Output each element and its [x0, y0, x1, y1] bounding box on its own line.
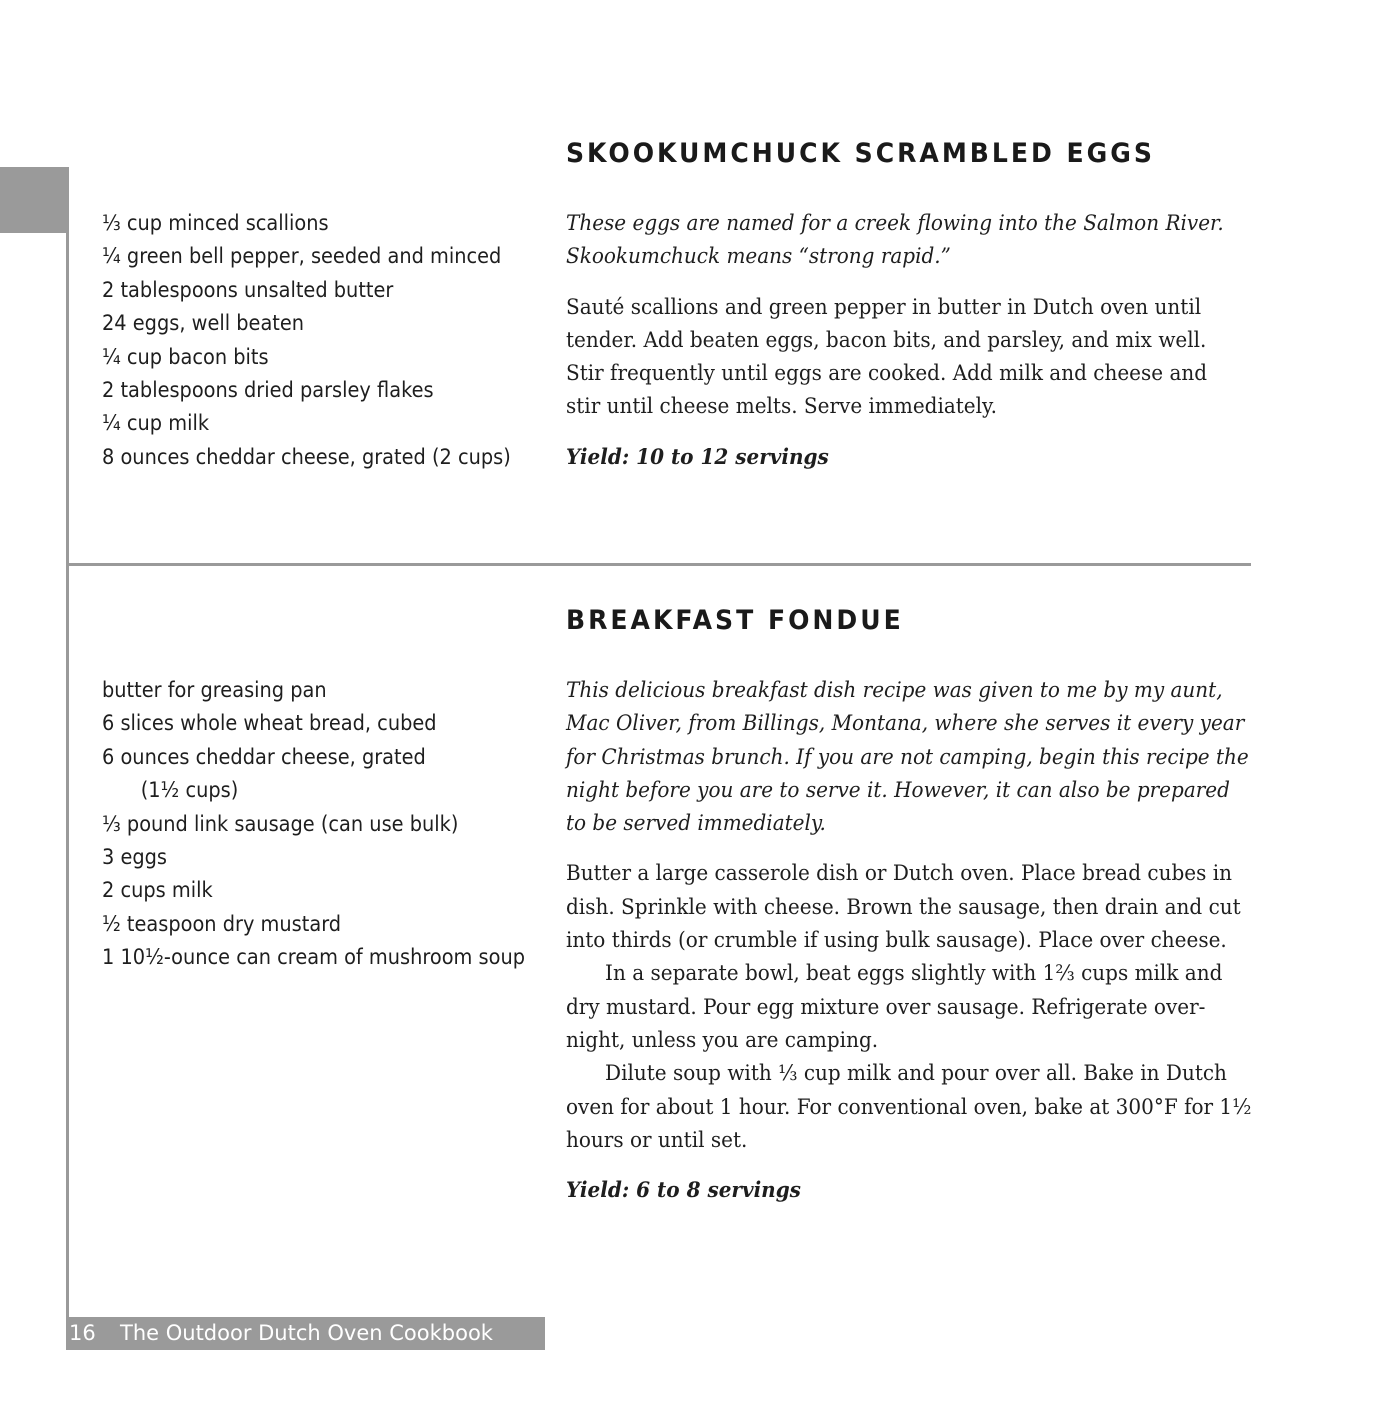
ingredient-item: 24 eggs, well beaten: [102, 311, 305, 337]
directions-line: Stir frequently until eggs are cooked. Add milk and cheese and: [566, 361, 1208, 387]
page-number: 16: [69, 1321, 96, 1345]
recipe-divider: [66, 563, 1251, 566]
ingredient-list: [102, 207, 511, 474]
ingredient-item: ¼ cup bacon bits: [102, 344, 269, 370]
directions-line: night, unless you are camping.: [566, 1027, 879, 1053]
recipe-title: SKOOKUMCHUCK SCRAMBLED EGGS: [566, 138, 1155, 169]
intro-line: These eggs are named for a creek flowing into the Salmon River.: [566, 211, 1224, 236]
intro-line: to be served immediately.: [566, 811, 826, 837]
recipe-body: [566, 207, 1224, 474]
recipe-directions: [566, 857, 1252, 1157]
directions-line: In a separate bowl, beat eggs slightly with 1⅔ cups milk and: [605, 961, 1223, 987]
ingredient-item: butter for greasing pan: [102, 678, 327, 703]
page-footer: [66, 1317, 545, 1350]
directions-line: hours or until set.: [566, 1127, 748, 1153]
ingredient-item: 6 ounces cheddar cheese, grated: [102, 744, 426, 770]
ingredient-item: 2 cups milk: [102, 878, 213, 904]
ingredient-item: 2 tablespoons dried parsley flakes: [102, 378, 434, 404]
ingredient-item: 6 slices whole wheat bread, cubed: [102, 711, 437, 737]
directions-line: Dilute soup with ⅓ cup milk and pour over all. Bake in Dutch: [605, 1061, 1227, 1087]
ingredient-item: ⅓ cup minced scallions: [102, 211, 329, 236]
ingredient-item: 2 tablespoons unsalted butter: [102, 277, 394, 303]
ingredient-item: 3 eggs: [102, 845, 168, 871]
directions-line: stir until cheese melts. Serve immediately.: [566, 394, 998, 420]
directions-line: dry mustard. Pour egg mixture over sausage. Refrigerate over-: [566, 994, 1206, 1020]
directions-line: tender. Add beaten eggs, bacon bits, and parsley, and mix well.: [566, 327, 1207, 353]
directions-line: into thirds (or crumble if using bulk sausage). Place over cheese.: [566, 928, 1227, 954]
book-title: The Outdoor Dutch Oven Cookbook: [120, 1321, 493, 1345]
intro-line: Mac Oliver, from Billings, Montana, where she serves it every year: [566, 711, 1245, 737]
ingredient-item: ¼ green bell pepper, seeded and minced: [102, 244, 502, 270]
intro-line: This delicious breakfast dish recipe was given to me by my aunt,: [566, 678, 1223, 703]
ingredient-item: ½ teaspoon dry mustard: [102, 911, 342, 937]
directions-line: Sauté scallions and green pepper in butter in Dutch oven until: [566, 294, 1202, 320]
recipe-intro: [566, 207, 1224, 274]
page-tab-marker: [0, 167, 69, 233]
ingredient-item: 1 10½-ounce can cream of mushroom soup: [102, 945, 526, 971]
ingredient-item: (1½ cups): [140, 778, 239, 804]
directions-line: dish. Sprinkle with cheese. Brown the sausage, then drain and cut: [566, 894, 1241, 920]
vertical-rule: [66, 167, 69, 1350]
recipe-yield: Yield: 10 to 12 servings: [566, 444, 829, 470]
recipe-body: [566, 674, 1252, 1207]
recipe-title: BREAKFAST FONDUE: [566, 605, 904, 636]
directions-line: oven for about 1 hour. For conventional oven, bake at 300°F for 1½: [566, 1094, 1252, 1120]
directions-line: Butter a large casserole dish or Dutch oven. Place bread cubes in: [566, 861, 1232, 887]
ingredient-item: ⅓ pound link sausage (can use bulk): [102, 811, 459, 837]
ingredient-item: 8 ounces cheddar cheese, grated (2 cups): [102, 444, 511, 470]
intro-line: for Christmas brunch. If you are not camping, begin this recipe the: [566, 744, 1249, 770]
ingredient-item: ¼ cup milk: [102, 411, 210, 437]
ingredient-list: [102, 674, 525, 975]
recipe-yield: Yield: 6 to 8 servings: [566, 1178, 801, 1204]
recipe-intro: [566, 674, 1249, 840]
intro-line: Skookumchuck means “strong rapid.”: [566, 244, 951, 270]
intro-line: night before you are to serve it. However, it can also be prepared: [566, 777, 1230, 803]
recipe-directions: [566, 291, 1206, 424]
